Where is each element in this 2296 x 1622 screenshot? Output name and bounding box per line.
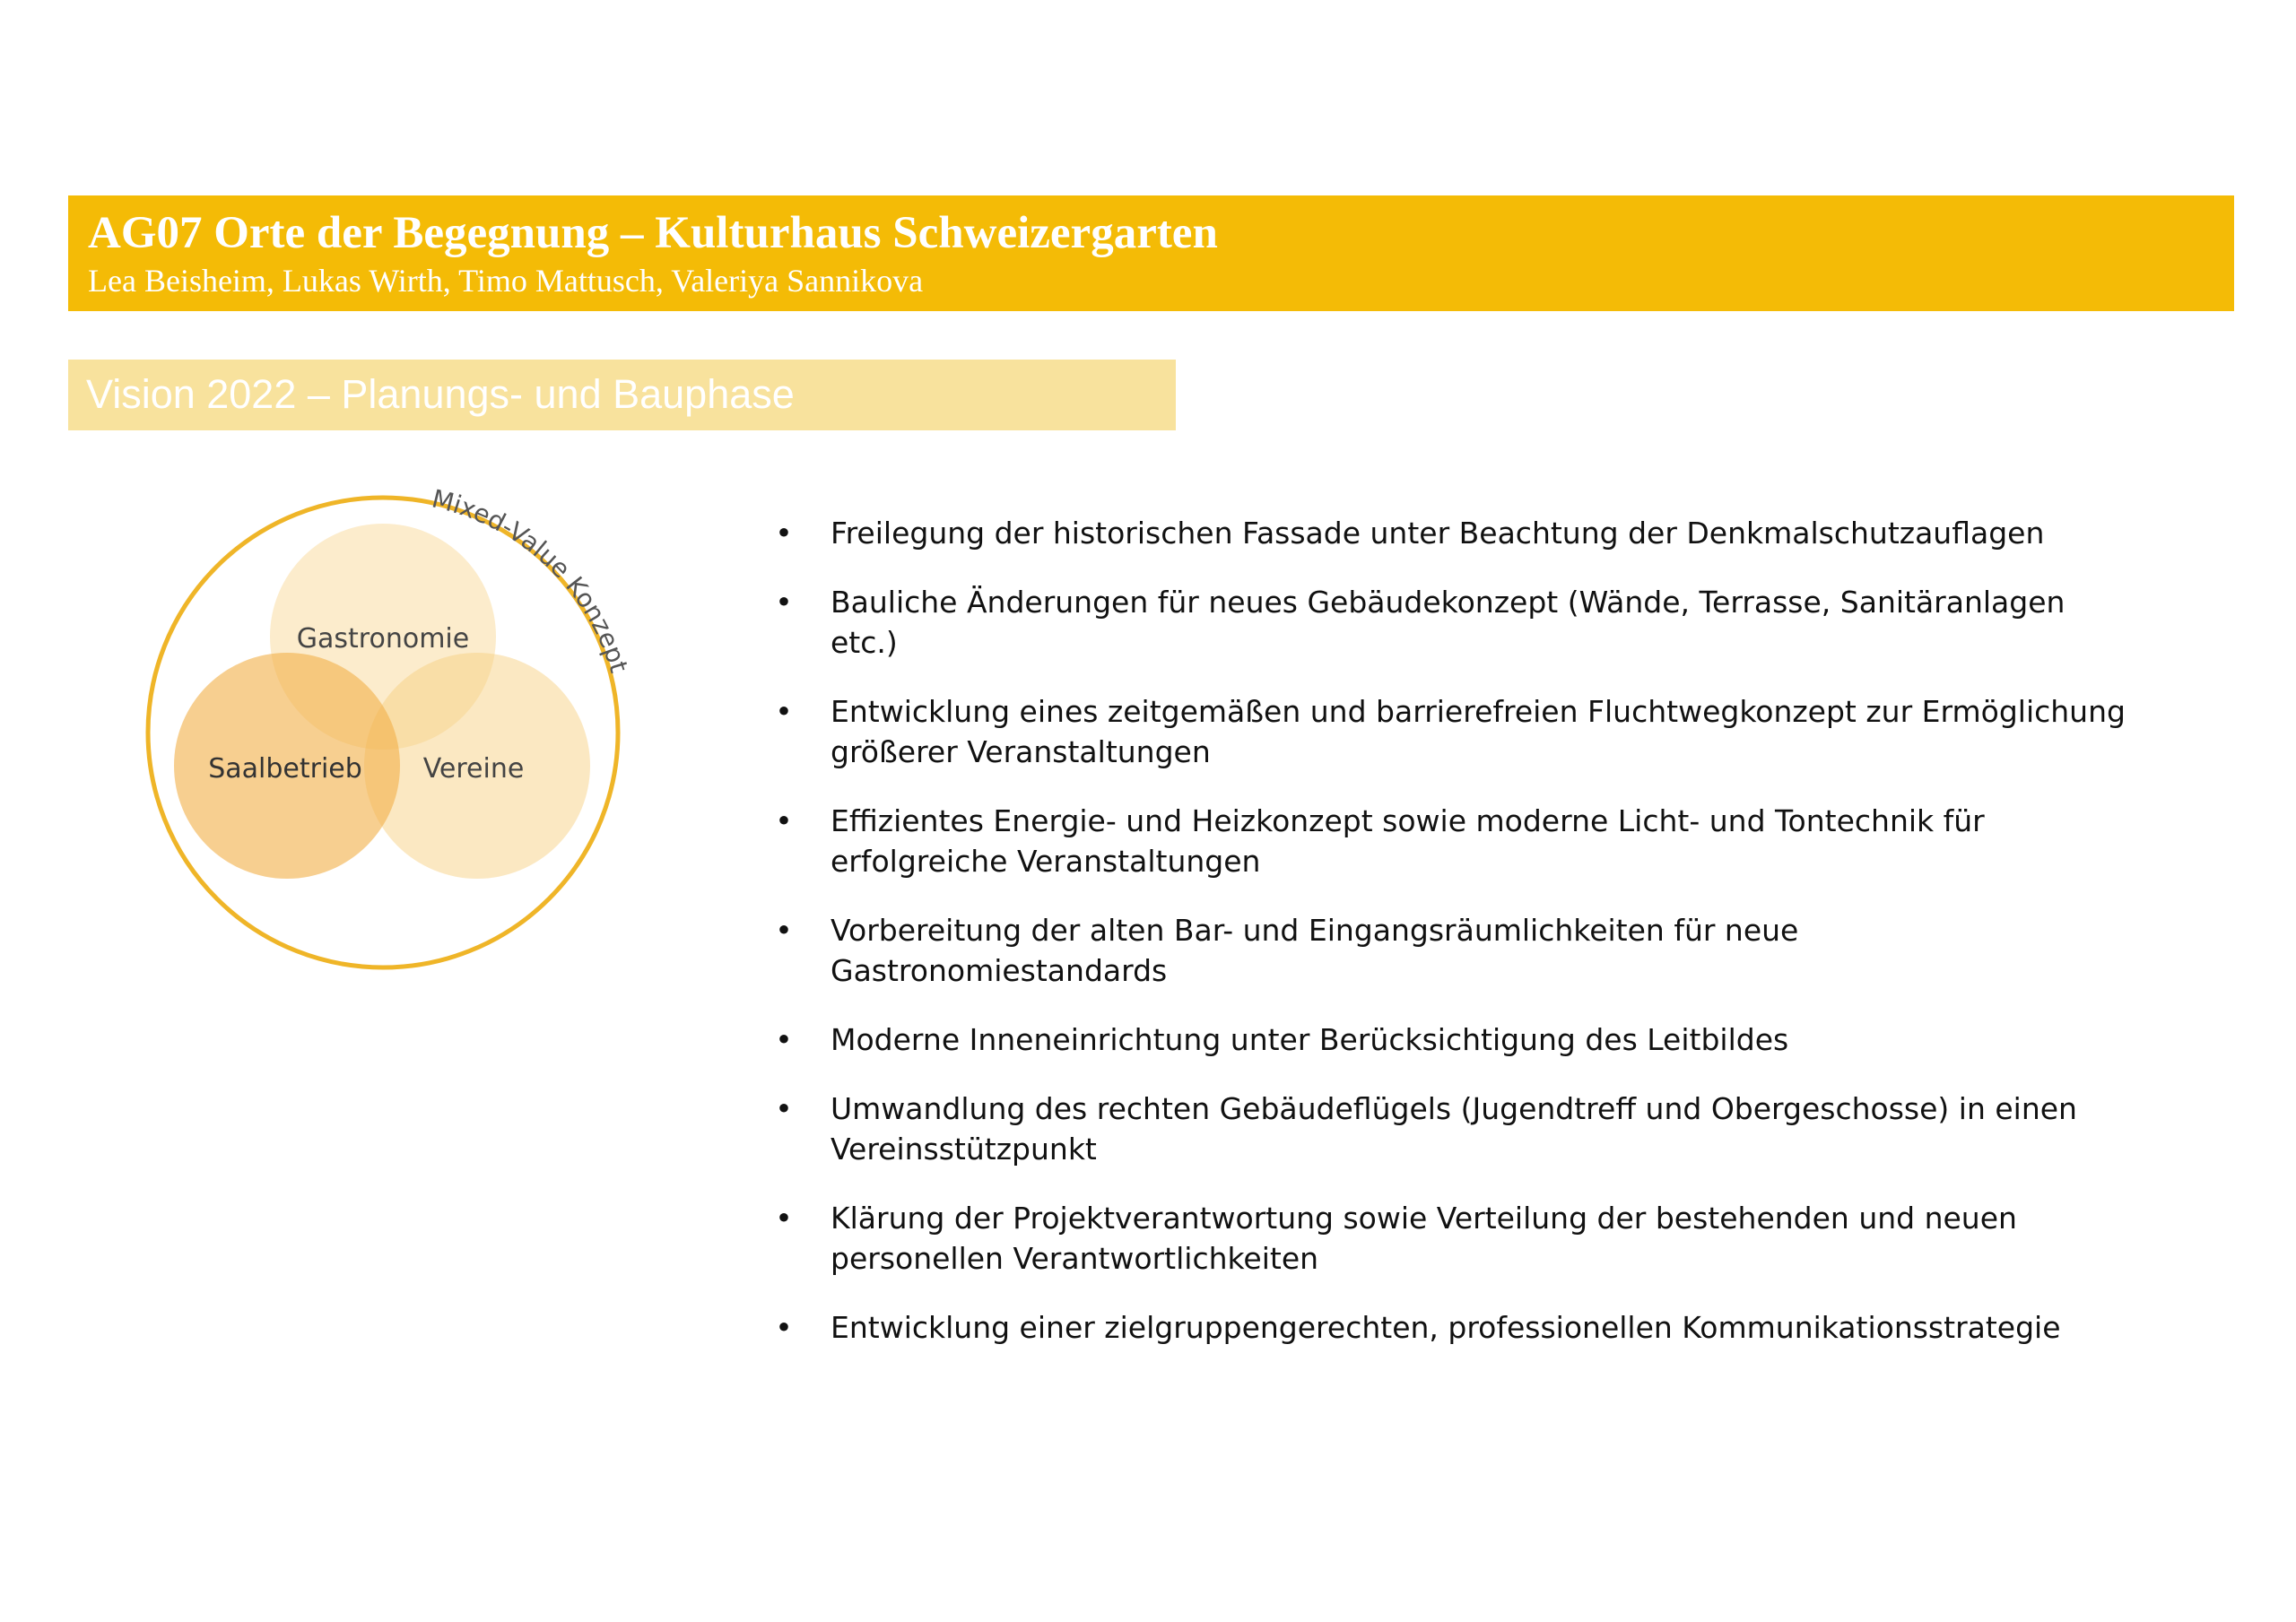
- bullet-icon: •: [775, 516, 793, 551]
- bullet-icon: •: [775, 1022, 793, 1057]
- list-item-text: Entwicklung einer zielgruppengerechten, professionellen Kommunikationsstrategie: [831, 1310, 2061, 1345]
- list-item-text: Freilegung der historischen Fassade unter Beachtung der Denkmalschutzauflagen: [831, 516, 2045, 551]
- bullet-icon: •: [775, 803, 793, 838]
- list-item-text: Umwandlung des rechten Gebäudeflügels (Jugendtreff und Obergeschosse) in einen Vereinsstützpunkt: [831, 1091, 2077, 1167]
- list-item: [775, 1019, 2138, 1060]
- list-item: [775, 1198, 2138, 1279]
- list-item: [775, 691, 2138, 772]
- list-item-text: Bauliche Änderungen für neues Gebäudekonzept (Wände, Terrasse, Sanitäranlagen etc.): [831, 585, 2066, 660]
- list-item: [775, 582, 2138, 663]
- list-item-text: Klärung der Projektverantwortung sowie Verteilung der bestehenden und neuen personellen Verantwortlichkeiten: [831, 1201, 2017, 1276]
- list-item-text: Effizientes Energie- und Heizkonzept sowie moderne Licht- und Tontechnik für erfolgreiche Veranstaltungen: [831, 803, 1985, 879]
- bullet-icon: •: [775, 1091, 793, 1126]
- bullet-icon: •: [775, 913, 793, 948]
- bullet-icon: •: [775, 585, 793, 620]
- list-item: [775, 513, 2138, 553]
- bullet-icon: •: [775, 1201, 793, 1236]
- list-item: [775, 1089, 2138, 1169]
- bullet-icon: •: [775, 1310, 793, 1345]
- label-saalbetrieb: Saalbetrieb: [208, 753, 362, 785]
- label-vereine: Vereine: [422, 753, 525, 785]
- author-list: Lea Beisheim, Lukas Wirth, Timo Mattusch, Valeriya Sannikova: [88, 263, 924, 299]
- list-item: [775, 910, 2138, 991]
- page-title: AG07 Orte der Begegnung – Kulturhaus Schweizergarten: [88, 208, 1218, 258]
- bullet-icon: •: [775, 694, 793, 729]
- measures-list: [775, 513, 2138, 1376]
- label-gastronomie: Gastronomie: [296, 623, 470, 655]
- mixed-value-diagram: [135, 484, 637, 986]
- list-item: [775, 1307, 2138, 1348]
- section-title: Vision 2022 – Planungs- und Bauphase: [86, 371, 795, 417]
- list-item-text: Moderne Inneneinrichtung unter Berücksichtigung des Leitbildes: [831, 1022, 1789, 1057]
- arc-label-path: Mixed-Value Konzept: [429, 484, 634, 676]
- title-banner: [68, 195, 2234, 311]
- list-item-text: Entwicklung eines zeitgemäßen und barrierefreien Fluchtwegkonzept zur Ermöglichung größerer Veranstaltungen: [831, 694, 2126, 769]
- list-item: [775, 801, 2138, 881]
- list-item-text: Vorbereitung der alten Bar- und Eingangsräumlichkeiten für neue Gastronomiestandards: [831, 913, 1799, 988]
- section-banner: [68, 360, 1176, 430]
